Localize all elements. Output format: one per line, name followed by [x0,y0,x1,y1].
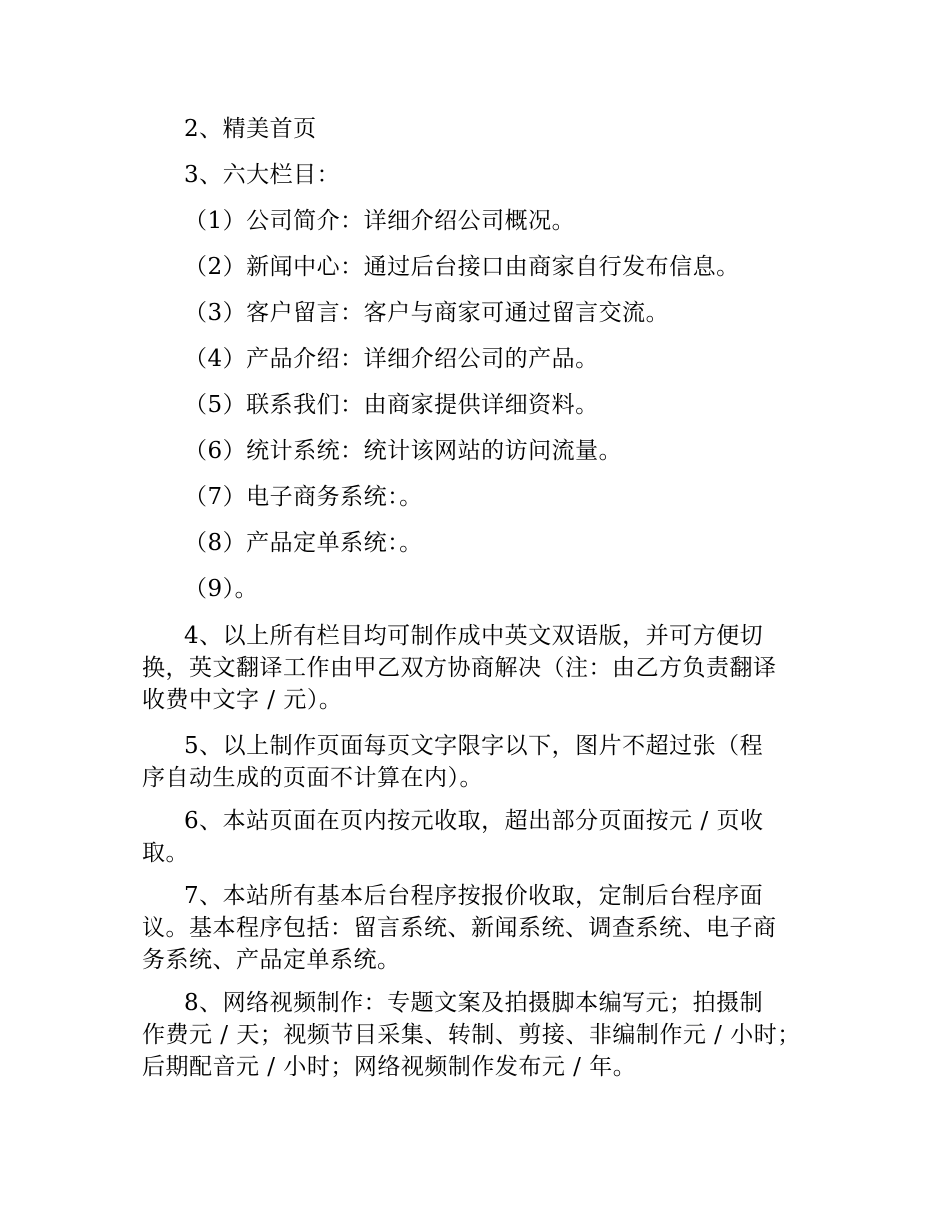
paragraph-8-line-2: 作费元 / 天；视频节目采集、转制、剪接、非编制作元 / 小时； [142,1022,801,1048]
paragraph-5-line-1: 5、以上制作页面每页文字限字以下，图片不超过张（程 [184,733,764,759]
paragraph-4-line-2: 换，英文翻译工作由甲乙双方协商解决（注：由乙方负责翻译 [142,655,777,681]
item-line-2: 2、精美首页 [184,116,317,142]
sub-item-6: （6）统计系统：统计该网站的访问流量。 [184,438,623,464]
sub-item-4: （4）产品介绍：详细介绍公司的产品。 [184,346,599,372]
paragraph-8-line-3: 后期配音元 / 小时；网络视频制作发布元 / 年。 [142,1054,637,1080]
paragraph-7-line-1: 7、本站所有基本后台程序按报价收取，定制后台程序面 [184,883,764,909]
sub-item-1: （1）公司简介：详细介绍公司概况。 [184,208,576,234]
item-line-3: 3、六大栏目： [184,162,341,188]
paragraph-8-line-1: 8、网络视频制作：专题文案及拍摄脚本编写元；拍摄制 [184,990,764,1016]
sub-item-2: （2）新闻中心：通过后台接口由商家自行发布信息。 [184,254,740,280]
paragraph-5-line-2: 序自动生成的页面不计算在内）。 [142,765,483,791]
paragraph-7-line-2: 议。基本程序包括：留言系统、新闻系统、调查系统、电子商 [142,915,777,941]
sub-item-8: （8）产品定单系统：。 [184,530,423,556]
paragraph-4-line-3: 收费中文字 / 元）。 [142,687,343,713]
sub-item-7: （7）电子商务系统：。 [184,484,423,510]
sub-item-3: （3）客户留言：客户与商家可通过留言交流。 [184,300,670,326]
paragraph-6-line-1: 6、本站页面在页内按元收取，超出部分页面按元 / 页收 [184,808,764,834]
sub-item-5: （5）联系我们：由商家提供详细资料。 [184,392,599,418]
paragraph-7-line-3: 务系统、产品定单系统。 [142,947,401,973]
paragraph-4-line-1: 4、以上所有栏目均可制作成中英文双语版，并可方便切 [184,623,764,649]
sub-item-9: （9）。 [184,576,259,602]
paragraph-6-line-2: 取。 [142,840,189,866]
